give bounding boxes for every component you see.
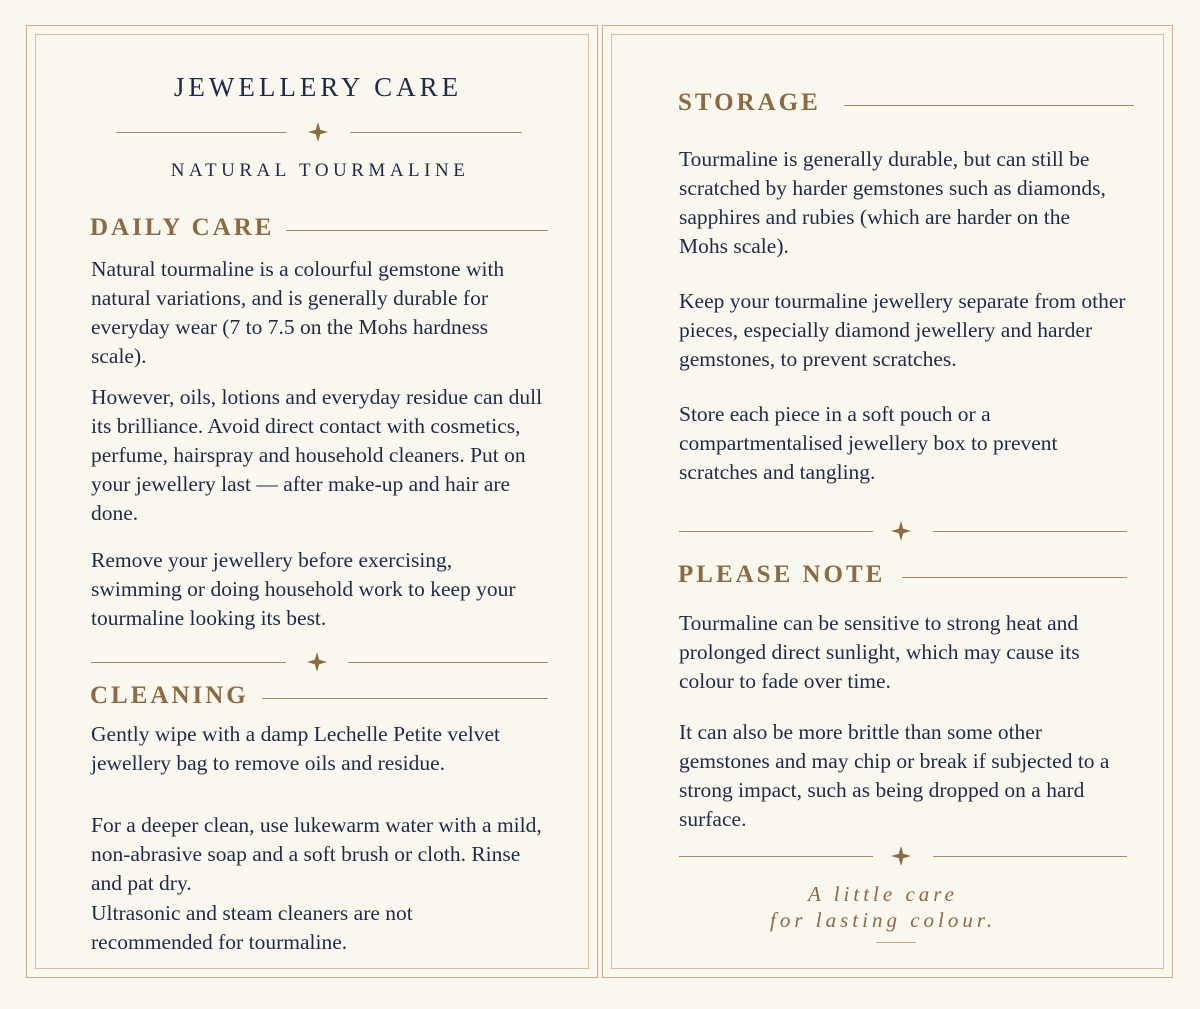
four-point-star-icon (308, 122, 328, 142)
four-point-star-icon (891, 521, 911, 541)
cleaning-paragraph: Gently wipe with a damp Lechelle Petite velvet jewellery bag to remove oils and residue. (91, 722, 500, 775)
divider-line-right (933, 856, 1127, 857)
heading-rule (262, 698, 548, 699)
daily-care-heading: DAILY CARE (90, 214, 275, 241)
divider-line-right (348, 662, 548, 663)
title-divider (116, 122, 522, 142)
heading-rule (286, 230, 548, 231)
section-divider (679, 521, 1127, 541)
page-subtitle: NATURAL TOURMALINE (170, 160, 470, 181)
divider-line-right (350, 132, 522, 133)
heading-rule (844, 105, 1134, 106)
divider-line-left (116, 132, 286, 133)
please-note-heading: PLEASE NOTE (678, 561, 886, 588)
cleaning-paragraph: Ultrasonic and steam cleaners are not recommended for tourmaline. (91, 901, 413, 954)
daily-care-paragraph: However, oils, lotions and everyday residue can dull its brilliance. Avoid direct contact with cosmetics, perfume, hairspray and household cleaners. Put on your jewellery last — after make-up and hair are done. (91, 385, 543, 525)
storage-paragraph: Tourmaline is generally durable, but can still be scratched by harder gemstones such as diamonds, sapphires and rubies (which are harder on the Mohs scale). (679, 147, 1106, 258)
storage-heading: STORAGE (678, 89, 821, 116)
closing-line-1: A little care (808, 882, 958, 906)
storage-paragraph: Store each piece in a soft pouch or a compartmentalised jewellery box to prevent scratches and tangling. (679, 402, 1058, 484)
cleaning-header (90, 682, 548, 716)
divider-line-right (933, 531, 1127, 532)
divider-line-left (91, 662, 286, 663)
daily-care-paragraph: Remove your jewellery before exercising, swimming or doing household work to keep your tourmaline looking its best. (91, 548, 516, 630)
please-note-paragraph: It can also be more brittle than some other gemstones and may chip or break if subjected to a strong impact, such as being dropped on a hard surface. (679, 720, 1110, 831)
storage-paragraph: Keep your tourmaline jewellery separate from other pieces, especially diamond jewellery and harder gemstones, to prevent scratches. (679, 289, 1126, 371)
storage-header (678, 89, 1134, 123)
daily-care-header (90, 214, 548, 248)
daily-care-paragraph: Natural tourmaline is a colourful gemstone with natural variations, and is generally durable for everyday wear (7 to 7.5 on the Mohs hardness scale). (91, 257, 505, 368)
cleaning-paragraph: For a deeper clean, use lukewarm water with a mild, non-abrasive soap and a soft brush or cloth. Rinse and pat dry. (91, 813, 542, 895)
please-note-header (678, 561, 1127, 595)
page-title: JEWELLERY CARE (173, 72, 463, 102)
please-note-paragraph: Tourmaline can be sensitive to strong heat and prolonged direct sunlight, which may cause its colour to fade over time. (679, 611, 1080, 693)
section-divider (91, 652, 548, 672)
closing-underline (876, 942, 916, 943)
heading-rule (902, 577, 1127, 578)
divider-line-left (679, 856, 873, 857)
divider-line-left (679, 531, 873, 532)
four-point-star-icon (891, 846, 911, 866)
section-divider (679, 846, 1127, 866)
cleaning-heading: CLEANING (90, 682, 249, 709)
closing-line-2: for lasting colour. (770, 908, 996, 932)
four-point-star-icon (307, 652, 327, 672)
